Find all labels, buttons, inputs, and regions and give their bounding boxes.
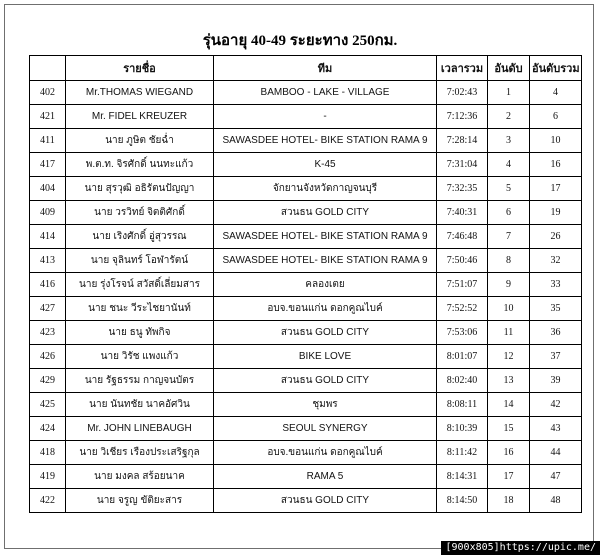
cell-rank: 15 <box>488 417 530 441</box>
cell-rank: 18 <box>488 489 530 513</box>
header-rank: อันดับ <box>488 56 530 81</box>
cell-team: สวนธน GOLD CITY <box>214 489 437 513</box>
cell-rank: 12 <box>488 345 530 369</box>
cell-name: นาย จุลินทร์ โอฬารัตน์ <box>66 249 214 273</box>
cell-name: นาย วิเชียร เรืองประเสริฐกุล <box>66 441 214 465</box>
cell-bib: 416 <box>30 273 66 297</box>
cell-bib: 414 <box>30 225 66 249</box>
header-overall-rank: อันดับรวม <box>530 56 582 81</box>
cell-rank: 17 <box>488 465 530 489</box>
cell-team: SAWASDEE HOTEL- BIKE STATION RAMA 9 <box>214 225 437 249</box>
cell-overall-rank: 16 <box>530 153 582 177</box>
cell-overall-rank: 37 <box>530 345 582 369</box>
cell-rank: 9 <box>488 273 530 297</box>
cell-team: SEOUL SYNERGY <box>214 417 437 441</box>
cell-rank: 13 <box>488 369 530 393</box>
header-row <box>30 56 582 81</box>
cell-overall-rank: 36 <box>530 321 582 345</box>
cell-bib: 422 <box>30 489 66 513</box>
table-row <box>30 249 582 273</box>
cell-overall-rank: 42 <box>530 393 582 417</box>
cell-time: 7:51:07 <box>437 273 488 297</box>
cell-rank: 5 <box>488 177 530 201</box>
cell-name: นาย จรูญ ขัติยะสาร <box>66 489 214 513</box>
cell-bib: 409 <box>30 201 66 225</box>
cell-overall-rank: 17 <box>530 177 582 201</box>
results-body <box>30 81 582 513</box>
cell-rank: 2 <box>488 105 530 129</box>
cell-name: Mr. JOHN LINEBAUGH <box>66 417 214 441</box>
cell-bib: 404 <box>30 177 66 201</box>
cell-name: นาย เริงศักดิ์ อู่สุวรรณ <box>66 225 214 249</box>
cell-overall-rank: 6 <box>530 105 582 129</box>
cell-bib: 423 <box>30 321 66 345</box>
cell-rank: 7 <box>488 225 530 249</box>
table-row <box>30 273 582 297</box>
header-bib <box>30 56 66 81</box>
cell-time: 7:28:14 <box>437 129 488 153</box>
cell-bib: 417 <box>30 153 66 177</box>
table-row <box>30 201 582 225</box>
cell-overall-rank: 26 <box>530 225 582 249</box>
cell-time: 7:52:52 <box>437 297 488 321</box>
cell-bib: 418 <box>30 441 66 465</box>
cell-time: 8:14:31 <box>437 465 488 489</box>
cell-team: จักยานจังหวัดกาญจนบุรี <box>214 177 437 201</box>
cell-time: 8:01:07 <box>437 345 488 369</box>
cell-time: 8:14:50 <box>437 489 488 513</box>
table-row <box>30 177 582 201</box>
cell-bib: 424 <box>30 417 66 441</box>
cell-overall-rank: 35 <box>530 297 582 321</box>
cell-rank: 1 <box>488 81 530 105</box>
cell-overall-rank: 43 <box>530 417 582 441</box>
cell-rank: 10 <box>488 297 530 321</box>
cell-bib: 426 <box>30 345 66 369</box>
cell-overall-rank: 47 <box>530 465 582 489</box>
cell-bib: 411 <box>30 129 66 153</box>
cell-name: Mr.THOMAS WIEGAND <box>66 81 214 105</box>
cell-team: BAMBOO - LAKE - VILLAGE <box>214 81 437 105</box>
table-row <box>30 417 582 441</box>
cell-rank: 3 <box>488 129 530 153</box>
cell-team: - <box>214 105 437 129</box>
cell-overall-rank: 33 <box>530 273 582 297</box>
cell-overall-rank: 39 <box>530 369 582 393</box>
cell-name: นาย วรวิทย์ จิตติศักดิ์ <box>66 201 214 225</box>
cell-bib: 421 <box>30 105 66 129</box>
cell-name: นาย ชนะ วีระไชยานันท์ <box>66 297 214 321</box>
cell-bib: 419 <box>30 465 66 489</box>
cell-rank: 11 <box>488 321 530 345</box>
cell-time: 8:11:42 <box>437 441 488 465</box>
table-row <box>30 465 582 489</box>
cell-team: อบจ.ขอนแก่น ดอกคูณไบค์ <box>214 297 437 321</box>
watermark: [900x805]https://upic.me/ <box>441 541 600 555</box>
cell-overall-rank: 32 <box>530 249 582 273</box>
cell-bib: 425 <box>30 393 66 417</box>
cell-overall-rank: 19 <box>530 201 582 225</box>
cell-name: Mr. FIDEL KREUZER <box>66 105 214 129</box>
cell-time: 7:12:36 <box>437 105 488 129</box>
table-row <box>30 153 582 177</box>
cell-bib: 427 <box>30 297 66 321</box>
cell-team: RAMA 5 <box>214 465 437 489</box>
table-row <box>30 345 582 369</box>
cell-rank: 8 <box>488 249 530 273</box>
cell-name: นาย รุ่งโรจน์ สวัสดิ์เลี่ยมสาร <box>66 273 214 297</box>
table-row <box>30 441 582 465</box>
cell-team: SAWASDEE HOTEL- BIKE STATION RAMA 9 <box>214 129 437 153</box>
cell-time: 8:10:39 <box>437 417 488 441</box>
cell-bib: 429 <box>30 369 66 393</box>
cell-team: สวนธน GOLD CITY <box>214 201 437 225</box>
cell-team: คลองเตย <box>214 273 437 297</box>
results-table <box>29 55 582 513</box>
cell-time: 8:02:40 <box>437 369 488 393</box>
cell-time: 7:02:43 <box>437 81 488 105</box>
table-row <box>30 489 582 513</box>
table-row <box>30 105 582 129</box>
cell-name: นาย ภูษิต ชัยฉ่ำ <box>66 129 214 153</box>
cell-team: สวนธน GOLD CITY <box>214 321 437 345</box>
cell-time: 7:53:06 <box>437 321 488 345</box>
cell-time: 7:40:31 <box>437 201 488 225</box>
table-row <box>30 297 582 321</box>
cell-rank: 16 <box>488 441 530 465</box>
cell-team: SAWASDEE HOTEL- BIKE STATION RAMA 9 <box>214 249 437 273</box>
cell-bib: 402 <box>30 81 66 105</box>
cell-time: 7:32:35 <box>437 177 488 201</box>
cell-time: 7:31:04 <box>437 153 488 177</box>
cell-rank: 6 <box>488 201 530 225</box>
cell-name: นาย วิรัช แพงแก้ว <box>66 345 214 369</box>
table-row <box>30 225 582 249</box>
cell-name: นาย ธนู ทัพกิจ <box>66 321 214 345</box>
cell-name: พ.ต.ท. จิรศักดิ์ นนทะแก้ว <box>66 153 214 177</box>
header-team: ทีม <box>214 56 437 81</box>
cell-time: 8:08:11 <box>437 393 488 417</box>
cell-name: นาย นันทชัย นาคอัศวิน <box>66 393 214 417</box>
header-name: รายชื่อ <box>66 56 214 81</box>
cell-name: นาย มงคล สร้อยนาค <box>66 465 214 489</box>
header-total-time: เวลารวม <box>437 56 488 81</box>
cell-overall-rank: 4 <box>530 81 582 105</box>
page-title: รุ่นอายุ 40-49 ระยะทาง 250กม. <box>202 33 398 49</box>
cell-name: นาย รัฐธรรม กาญจนบัตร <box>66 369 214 393</box>
table-row <box>30 393 582 417</box>
cell-overall-rank: 48 <box>530 489 582 513</box>
cell-time: 7:50:46 <box>437 249 488 273</box>
cell-team: อบจ.ขอนแก่น ดอกคูณไบค์ <box>214 441 437 465</box>
cell-overall-rank: 10 <box>530 129 582 153</box>
cell-overall-rank: 44 <box>530 441 582 465</box>
cell-team: BIKE LOVE <box>214 345 437 369</box>
cell-team: สวนธน GOLD CITY <box>214 369 437 393</box>
cell-time: 7:46:48 <box>437 225 488 249</box>
table-row <box>30 129 582 153</box>
cell-rank: 14 <box>488 393 530 417</box>
cell-team: K-45 <box>214 153 437 177</box>
table-row <box>30 81 582 105</box>
cell-team: ชุมพร <box>214 393 437 417</box>
cell-bib: 413 <box>30 249 66 273</box>
cell-rank: 4 <box>488 153 530 177</box>
cell-name: นาย สุรวุฒิ อธิรัตนปัญญา <box>66 177 214 201</box>
table-row <box>30 321 582 345</box>
table-row <box>30 369 582 393</box>
